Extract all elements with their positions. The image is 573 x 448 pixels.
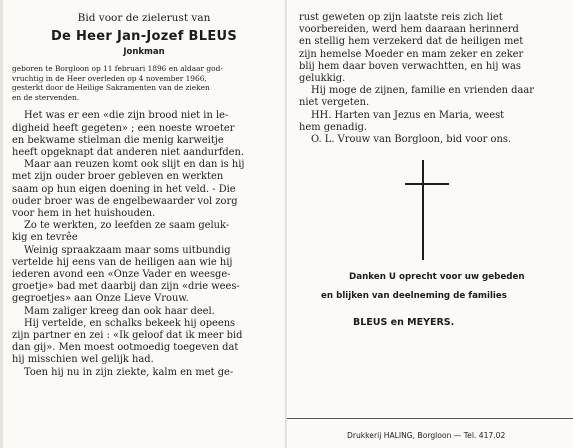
text-line: blij hem daar boven verwachtten, en hij was [299, 60, 521, 72]
left-body-text [12, 110, 276, 378]
text-line: niet vergeten. [299, 97, 370, 109]
text-line: iederen avond een «Onze Vader en weesge- [12, 269, 231, 281]
text-line: met zijn ouder broer gebleven en werkten [12, 171, 224, 183]
text-line: zijn hemelse Moeder en mam zeker en zeker [299, 48, 524, 60]
text-line: en stellig hem verzekerd dat de heiligen met [299, 36, 524, 48]
deceased-name: De Heer Jan-Jozef BLEUS [50, 29, 238, 44]
text-line: Het was er een «die zijn brood niet in le- [24, 110, 229, 122]
prayer-request-title: Bid voor de zielerust van [77, 12, 211, 24]
text-line: digheid heeft gegeten» ; een noeste wroeter [12, 122, 235, 134]
birth-line: geboren te Borgloon op 11 februari 1896 en aldaar god- [12, 64, 223, 73]
text-line: hij misschien wel gelijk had. [12, 354, 154, 366]
text-line: Toen hij nu in zijn ziekte, kalm en met ge- [24, 366, 234, 378]
cross-icon [299, 160, 563, 268]
birth-death-details [12, 64, 276, 102]
birth-line: en de stervenden. [12, 92, 80, 102]
text-line: HH. Harten van Jezus en Maria, weest [311, 109, 505, 121]
right-page [287, 0, 573, 448]
thanks-line: Danken U oprecht voor uw gebeden [349, 272, 525, 283]
text-line: Hij vertelde, en schalks bekeek hij opeens [24, 317, 236, 329]
text-line: voor hem in het huishouden. [12, 208, 156, 219]
text-line: Weinig spraakzaam maar soms uitbundig [24, 244, 231, 256]
text-line: hem genadig. [299, 121, 368, 133]
text-line: en bekwame stielman die menig karweitje [12, 134, 224, 146]
text-line: vertelde hij eens van de heiligen aan wie hij [12, 256, 233, 268]
thanks-line: en blijken van deelneming de families [321, 291, 507, 302]
text-line: dan gij». Men moest ootmoedig toegeven dat [12, 342, 239, 354]
text-line: O. L. Vrouw van Borgloon, bid voor ons. [311, 134, 512, 146]
right-body-text [299, 12, 563, 146]
text-line: kig en tevrêe [12, 232, 78, 244]
text-line: Hij moge de zijnen, familie en vrienden daar [311, 85, 535, 97]
deceased-occupation: Jonkman [123, 47, 165, 57]
text-line: Zo te werkten, zo leefden ze saam geluk- [24, 220, 230, 232]
text-line: gelukkig. [299, 73, 346, 85]
text-line: rust geweten op zijn laatste reis zich liet [299, 12, 503, 23]
text-line: Maar aan reuzen komt ook slijt en dan is hij [24, 159, 245, 171]
cross-horizontal-bar [405, 183, 449, 185]
text-line: Mam zaliger kreeg dan ook haar deel. [24, 305, 215, 317]
text-line: gegroetjes» aan Onze Lieve Vrouw. [12, 293, 189, 305]
printer-divider [287, 418, 573, 419]
text-line: groetje» bad met daarbij dan zijn «drie wees- [12, 281, 240, 293]
text-line: zijn partner en zei : «Ik geloof dat ik meer bid [12, 330, 243, 342]
text-line: saam op hun eigen doening in het veld. - Die [12, 183, 236, 195]
printer-credit: Drukkerij HALING, Borgloon — Tel. 417.02 [347, 430, 506, 440]
birth-line: gesterkt door de Heilige Sakramenten van de zieken [12, 83, 210, 93]
birth-line: vruchtig in de Heer overleden op 4 november 1966, [12, 73, 207, 83]
text-line: ouder broer was de engelbewaarder vol zorg [12, 195, 238, 207]
text-line: heeft opgeknapt dat anderen niet aandurfden. [12, 146, 245, 158]
left-page [0, 0, 286, 448]
cross-vertical-bar [422, 160, 424, 260]
families-names: BLEUS en MEYERS. [353, 317, 455, 329]
text-line: voorbereiden, werd hem daaraan herinnerd [299, 24, 519, 36]
